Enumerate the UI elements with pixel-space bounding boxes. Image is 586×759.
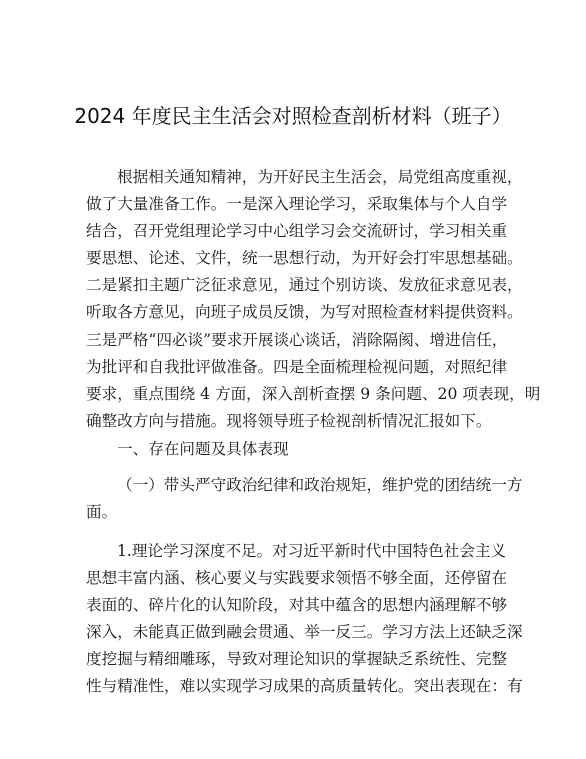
paragraph-line: 性与精准性，难以实现学习成果的高质量转化。突出表现在：有 [86,677,523,696]
section-heading-text: 一、存在问题及具体表现 [117,440,289,458]
paragraph-line: 度挖掘与精细雕琢，导致对理论知识的掌握缺乏系统性、完整 [86,650,508,669]
paragraph-line: 1.理论学习深度不足。对习近平新时代中国特色社会主义 [117,542,507,560]
paragraph-line: 确整改方向与措施。现将领导班子检视剖析情况汇报如下。 [86,411,492,430]
paragraph-line: 做了大量准备工作。一是深入理论学习，采取集体与个人自学 [86,195,508,214]
item-paragraph [86,538,523,701]
section-heading [86,436,504,463]
paragraph-line: 面。 [86,503,118,522]
paragraph-line: 三是严格“四必谈”要求开展谈心谈话，消除隔阂、增进信任， [86,330,508,349]
intro-paragraph [86,164,541,435]
paragraph-line: 思想丰富内涵、核心要义与实践要求领悟不够全面，还停留在 [86,569,508,588]
paragraph-line: 听取各方意见，向班子成员反馈，为写对照检查材料提供资料。 [86,303,523,322]
paragraph-line: 深入，未能真正做到融会贯通、举一反三。学习方法上还缺乏深 [86,623,523,642]
subsection-heading [86,472,523,526]
paragraph-line: 结合，召开党组理论学习中心组学习会交流研讨，学习相关重 [86,222,508,241]
paragraph-line: 根据相关通知精神，为开好民主生活会，局党组高度重视， [117,168,523,186]
paragraph-line: （一）带头严守政治纪律和政治规矩，维护党的团结统一方 [117,476,523,494]
document-title: 2024 年度民主生活会对照检查剖析材料（班子） [74,104,512,128]
paragraph-line: 要求，重点围绕 4 方面，深入剖析查摆 9 条问题、20 项表现，明 [86,384,541,403]
paragraph-line: 为批评和自我批评做准备。四是全面梳理检视问题，对照纪律 [86,357,508,376]
paragraph-line: 表面的、碎片化的认知阶段，对其中蕴含的思想内涵理解不够 [86,596,508,615]
paragraph-line: 二是紧扣主题广泛征求意见，通过个别访谈、发放征求意见表， [86,276,523,295]
paragraph-line: 要思想、论述、文件，统一思想行动，为开好会打牢思想基础。 [86,249,523,268]
